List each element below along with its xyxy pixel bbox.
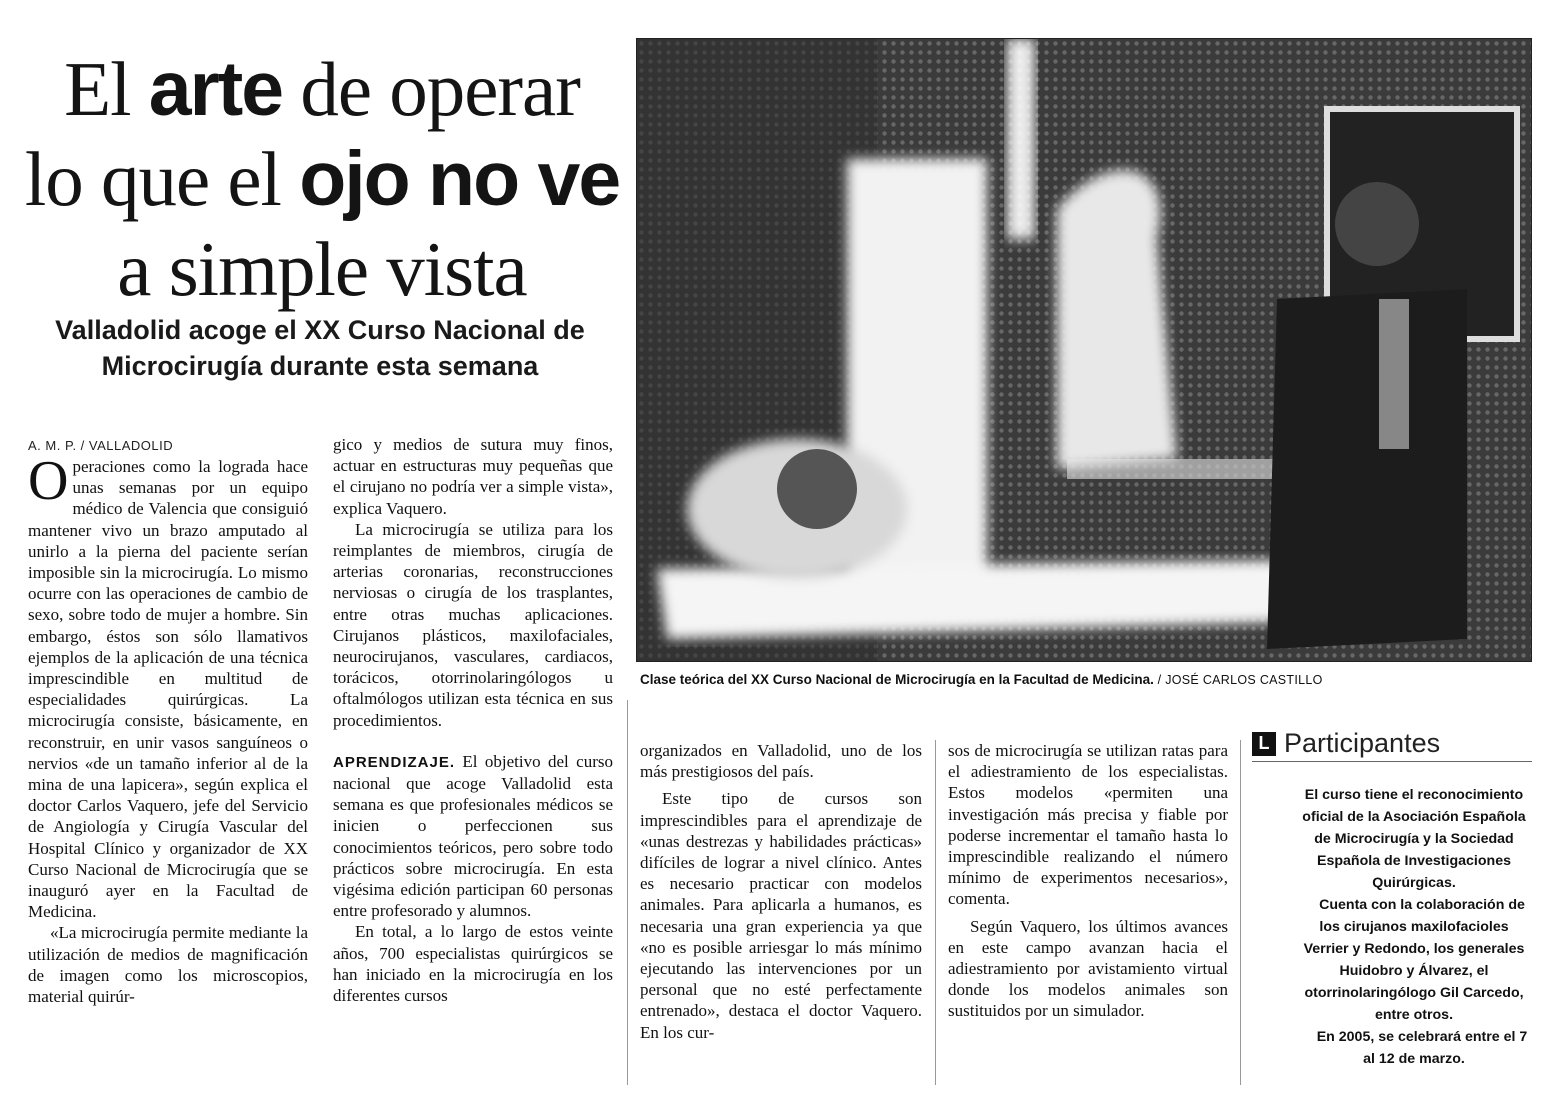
- photo-caption: Clase teórica del XX Curso Nacional de Microcirugía en la Facultad de Medicina. / JOSÉ CARLOS CASTILLO: [640, 672, 1323, 687]
- article-column-2: gico y medios de sutura muy finos, actuar en estructuras muy pequeñas que el cirujano no podría ver a simple vista», explica Vaquero. La microcirugía se utiliza para los reimplantes de miembros, cirugía de arterias coronarias, reconstrucciones nerviosas o cirugía de los trasplantes, entre otras muchas aplicaciones. Cirujanos plásticos, maxilofaciales, neurocirujanos, vasculares, cardiacos, torácicos, otorrinolaringólogos u oftalmólogos utilizan esta técnica en sus procedimientos. APRENDIZAJE. El objetivo del curso nacional que acoge Valladolid esta semana es que profesionales médicos se inicien o perfeccionen sus conocimientos teóricos, pero sobre todo prácticos sobre microcirugía. En esta vigésima edición participan 60 personas entre profesorado y alumnos. En total, a lo largo de estos veinte años, 700 especialistas quirúrgicos se han iniciado en la microcirugía en los diferentes cursos: [333, 435, 613, 1006]
- article-column-4: sos de microcirugía se utilizan ratas para el adiestramiento de los especialistas. Estos modelos «permiten una investigación más precisa y fiable por poderse incrementar el tamaño hasta lo imprescindible realizando el número mínimo de experimentos necesarios», comenta. Según Vaquero, los últimos avances en este campo avanzan hacia el adiestramiento por avistamiento virtual donde los modelos animales son sustituidos por un simulador.: [948, 741, 1228, 1021]
- article-column-3: organizados en Valladolid, uno de los más prestigiosos del país. Este tipo de cursos son imprescindibles para el aprendizaje de «unas destrezas y habilidades prácticas» difíciles de lograr a nivel clínico. Antes es necesario practicar con modelos animales. Para aplicarla a humanos, es necesaria una gran experiencia ya que «no es posible arriesgar lo más mínimo ejecutando las intervenciones por un personal que no esté perfectamente entrenado», destaca el doctor Vaquero. En los cur-: [640, 741, 922, 1042]
- byline: A. M. P. / VALLADOLID: [28, 438, 174, 453]
- headline-line-3: a simple vista: [117, 226, 527, 312]
- photo-credit: / JOSÉ CARLOS CASTILLO: [1153, 673, 1323, 687]
- photo-illustration: [637, 39, 1532, 662]
- headline-line-2: lo que el ojo no ve: [24, 136, 620, 222]
- subtitle: Valladolid acoge el XX Curso Nacional de Microcirugía durante esta semana: [55, 315, 585, 381]
- section-logo-icon: L: [1252, 732, 1276, 756]
- headline: [22, 44, 622, 314]
- sidebar-header: [1252, 728, 1532, 762]
- headline-line-1: El arte de operar: [64, 46, 580, 132]
- section-heading: APRENDIZAJE.: [333, 753, 456, 771]
- article-column-1: Operaciones como la lograda hace unas semanas por un equipo médico de Valencia que consiguió mantener vivo un brazo amputado al unirlo a la pierna del paciente serían imposible sin la microcirugía. Lo mismo ocurre con las operaciones de cambio de sexo, sobre todo de mujer a hombre. Sin embargo, éstos son sólo llamativos ejemplos de la aplicación de una técnica imprescindible en multitud de especialidades quirúrgicas. La microcirugía consiste, básicamente, en reconstruir, en unir vasos sanguíneos o nervios «de un tamaño inferior al de la mina de una lapicera», según explica el doctor Carlos Vaquero, jefe del Servicio de Angiología y Cirugía Vascular del Hospital Clínico y organizador de XX Curso Nacional de Microcirugía que se inauguró ayer en la Facultad de Medicina. «La microcirugía permite mediante la utilización de medios de magnificación de imagen como los microscopios, material quirúr-: [28, 450, 308, 1007]
- sidebar-box: [1252, 728, 1532, 1070]
- article-photo: [636, 38, 1532, 662]
- sidebar-title: Participantes: [1284, 728, 1441, 758]
- sidebar-body: El curso tiene el reconocimiento oficial de la Asociación Española de Microcirugía y la Sociedad Española de Investigaciones Quirúrgicas. Cuenta con la colaboración de los cirujanos maxilofacioles Verrier y Redondo, los generales Huidobro y Álvarez, el otorrinolaringólogo Gil Carcedo, entre otros. En 2005, se celebrará entre el 7 al 12 de marzo.: [1302, 787, 1528, 1067]
- column-divider: [627, 700, 628, 1085]
- column-divider: [935, 740, 936, 1085]
- column-divider: [1240, 740, 1241, 1085]
- drop-cap: O: [28, 450, 69, 512]
